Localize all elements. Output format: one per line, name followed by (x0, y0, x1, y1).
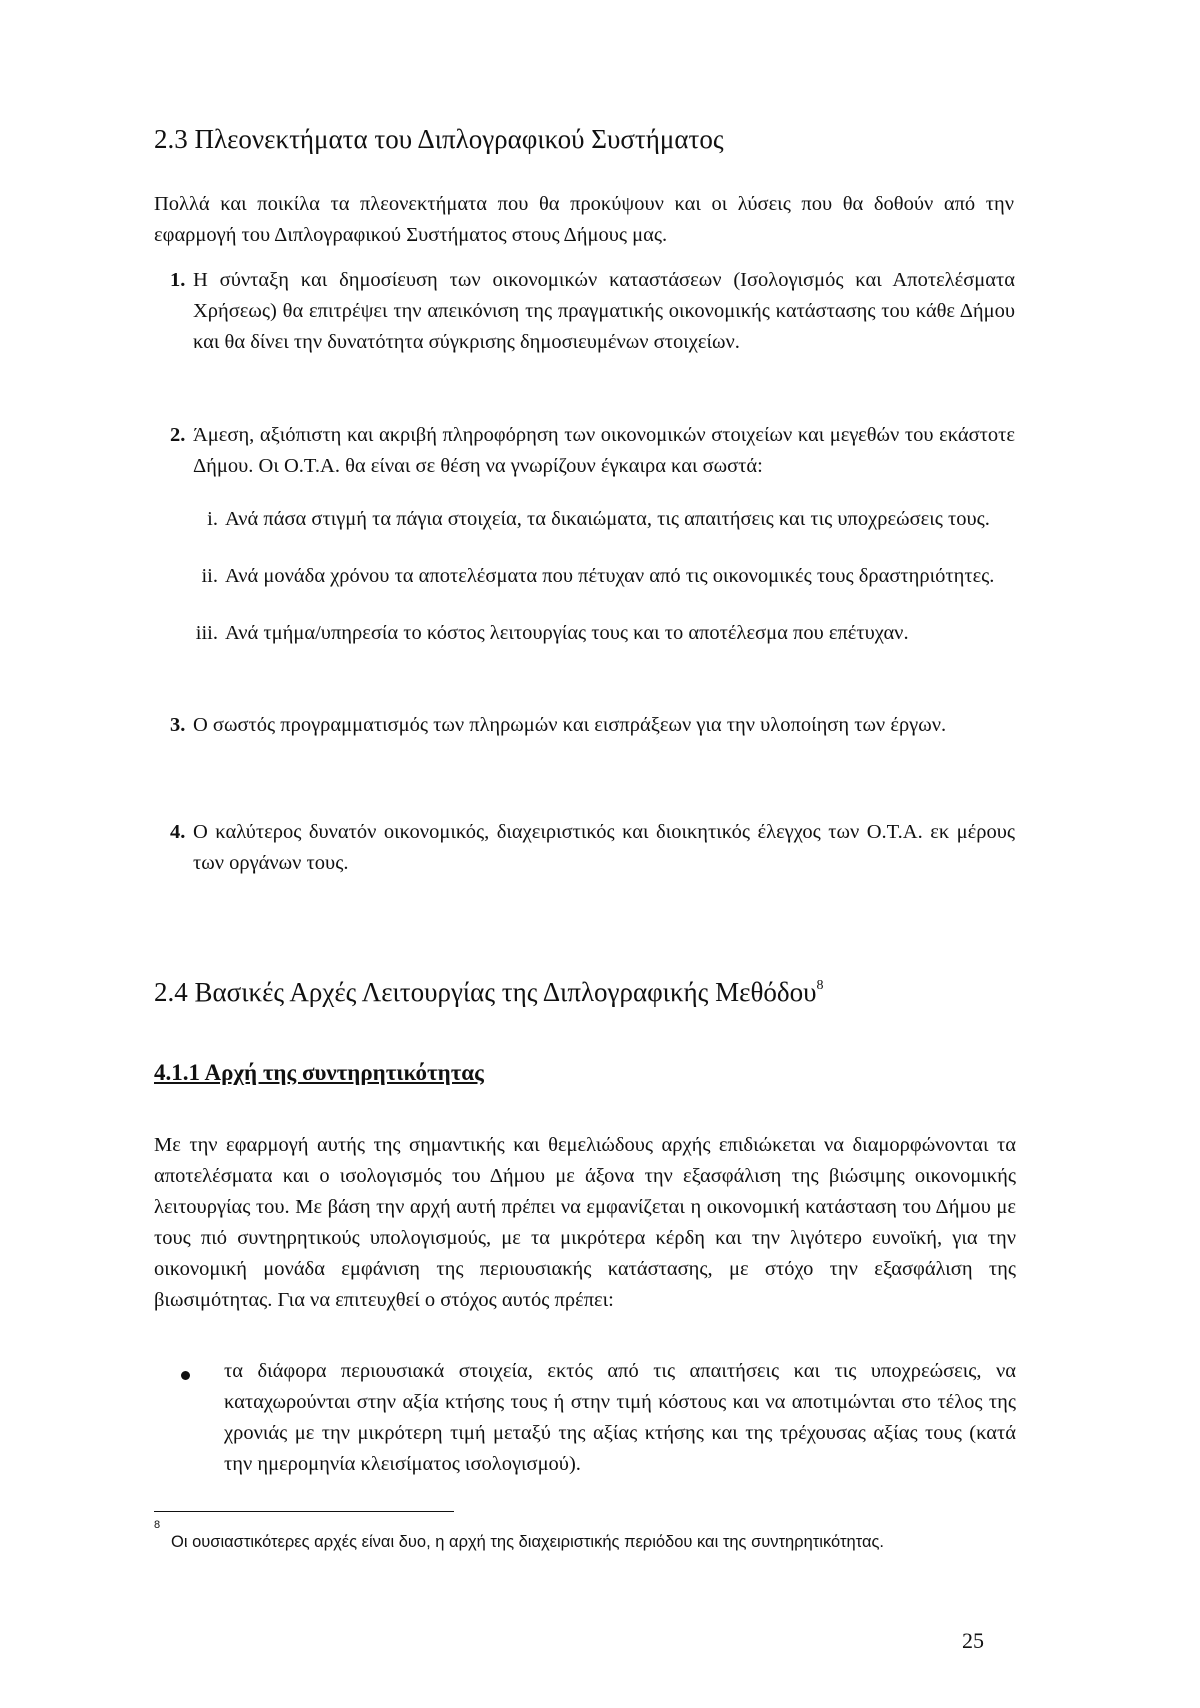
list-item-text-1: Η σύνταξη και δημοσίευση των οικονομικών καταστάσεων (Ισολογισμός και Αποτελέσματα Χρήσεως) θα επιτρέψει την απεικόνιση της πραγματικής οικονομικής κατάστασης του κάθε Δήμου και θα δίνει την δυνατότητα σύγκρισης δημοσιευμένων στοιχείων. (193, 269, 1015, 353)
bullet-item-text: τα διάφορα περιουσιακά στοιχεία, εκτός από τις απαιτήσεις και τις υποχρεώσεις, να καταχωρούνται στην αξία κτήσης τους ή στην τιμή κόστους και να αποτιμώνται στο τέλος της χρονιάς με την μικρότερη τιμή μεταξύ της αξίας κτήσης και της τρέχουσας αξίας τους (κατά την ημερομηνία κλεισίματος ισολογισμού). (224, 1360, 1016, 1475)
footnote-mark: 8 (154, 1519, 161, 1531)
subsection-heading: 4.1.1 Αρχή της συντηρητικότητας (154, 1060, 484, 1085)
sublist-item-text-i: Ανά πάσα στιγμή τα πάγια στοιχεία, τα δικαιώματα, τις απαιτήσεις και τις υποχρεώσεις τους. (225, 508, 990, 530)
list-item-number-4: 4. (170, 821, 186, 843)
sublist-item-number-iii: iii. (195, 622, 218, 644)
sublist-item-text-ii: Ανά μονάδα χρόνου τα αποτελέσματα που πέτυχαν από τις οικονομικές τους δραστηριότητες. (225, 565, 995, 587)
section-2-3-intro: Πολλά και ποικίλα τα πλεονεκτήματα που θα προκύψουν και οι λύσεις που θα δοθούν από την εφαρμογή του Διπλογραφικού Συστήματος στους Δήμους μας. (154, 193, 1014, 246)
footnote-text: Οι ουσιαστικότερες αρχές είναι δυο, η αρχή της διαχειριστικής περιόδου και της συντηρητικότητας. (171, 1533, 885, 1551)
section-2-3-heading: 2.3 Πλεονεκτήματα του Διπλογραφικού Συστήματος (154, 124, 724, 154)
list-item-text-2: Άμεση, αξιόπιστη και ακριβή πληροφόρηση των οικονομικών στοιχείων και μεγεθών του εκάστοτε Δήμου. Οι Ο.Τ.Α. θα είναι σε θέση να γνωρίζουν έγκαιρα και σωστά: (193, 424, 1015, 477)
body-paragraph: Με την εφαρμογή αυτής της σημαντικής και θεμελιώδους αρχής επιδιώκεται να διαμορφώνονται τα αποτελέσματα και ο ισολογισμός του Δήμου με άξονα την εξασφάλιση της βιώσιμης οικονομικής λειτουργίας του. Με βάση την αρχή αυτή πρέπει να εμφανίζεται η οικονομική κατάσταση του Δήμου με τους πιό συντηρητικούς υπολογισμούς, με τα μικρότερα κέρδη και την λιγότερο ευνοϊκή, για την οικονομική μονάδα εμφάνιση της περιουσιακής κατάστασης, με στόχο την εξασφάλιση της βιωσιμότητας. Για να επιτευχθεί ο στόχος αυτός πρέπει: (154, 1134, 1016, 1311)
section-2-4-heading (154, 977, 823, 1008)
list-item-text-3: Ο σωστός προγραμματισμός των πληρωμών και εισπράξεων για την υλοποίηση των έργων. (193, 714, 947, 736)
list-item-number-3: 3. (170, 714, 186, 736)
list-item-number-1: 1. (170, 269, 186, 291)
list-item-number-2: 2. (170, 424, 186, 446)
footnote-reference[interactable]: 8 (816, 978, 824, 993)
sublist-item-number-i: i. (207, 508, 218, 530)
list-item-text-4: Ο καλύτερος δυνατόν οικονομικός, διαχειριστικός και διοικητικός έλεγχος των Ο.Τ.Α. εκ μέρους των οργάνων τους. (193, 821, 1015, 874)
sublist-item-number-ii: ii. (201, 565, 218, 587)
page-number: 25 (962, 1628, 984, 1653)
sublist-item-text-iii: Ανά τμήμα/υπηρεσία το κόστος λειτουργίας τους και το αποτέλεσμα που επέτυχαν. (225, 622, 909, 644)
section-2-4-title: 2.4 Βασικές Αρχές Λειτουργίας της Διπλογραφικής Μεθόδου (154, 977, 817, 1007)
bullet-icon (181, 1371, 190, 1380)
footnote-divider (154, 1511, 454, 1512)
